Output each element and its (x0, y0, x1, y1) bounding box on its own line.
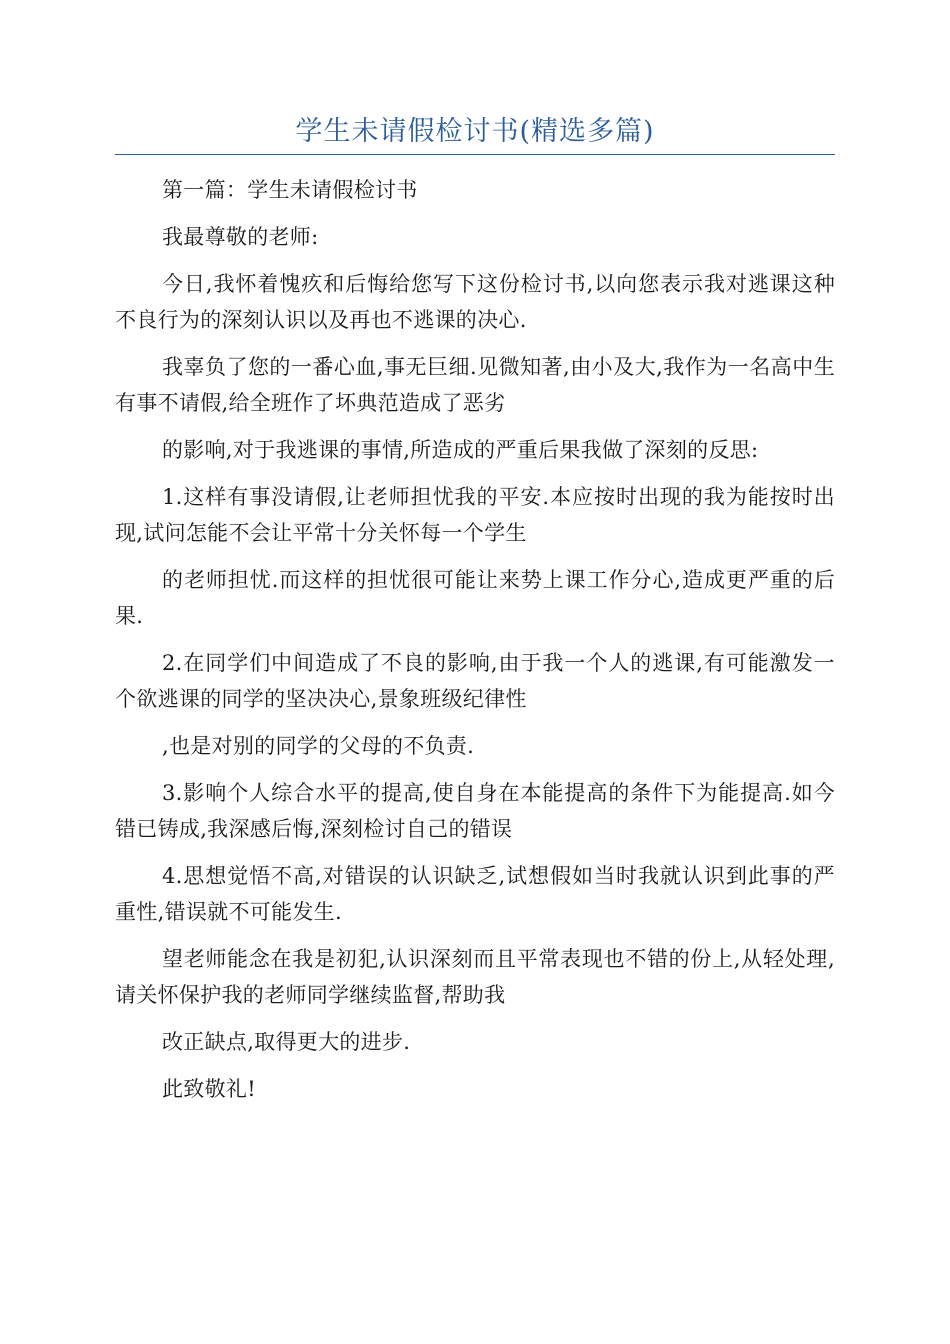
paragraph: 我辜负了您的一番心血,事无巨细.见微知著,由小及大,我作为一名高中生有事不请假,给全班作了坏典范造成了恶劣 (115, 355, 835, 415)
document-body (115, 172, 835, 1118)
paragraph: 的影响,对于我逃课的事情,所造成的严重后果我做了深刻的反思: (162, 438, 759, 462)
document-title: 学生未请假检讨书(精选多篇) (295, 116, 655, 147)
paragraph: 望老师能念在我是初犯,认识深刻而且平常表现也不错的份上,从轻处理,请关怀保护我的老师同学继续监督,帮助我 (115, 947, 835, 1007)
paragraph: 改正缺点,取得更大的进步. (162, 1030, 411, 1054)
closing: 此致敬礼! (162, 1077, 256, 1101)
paragraph: 3.影响个人综合水平的提高,使自身在本能提高的条件下为能提高.如今错已铸成,我深感后悔,深刻检讨自己的错误 (115, 781, 835, 841)
title-underline (115, 154, 835, 155)
paragraph: 4.思想觉悟不高,对错误的认识缺乏,试想假如当时我就认识到此事的严重性,错误就不可能发生. (115, 864, 835, 924)
paragraph: 1.这样有事没请假,让老师担忧我的平安.本应按时出现的我为能按时出现,试问怎能不会让平常十分关怀每一个学生 (115, 485, 835, 545)
paragraph: 今日,我怀着愧疚和后悔给您写下这份检讨书,以向您表示我对逃课这种不良行为的深刻认识以及再也不逃课的决心. (115, 272, 835, 332)
paragraph: 的老师担忧.而这样的担忧很可能让来势上课工作分心,造成更严重的后果. (115, 568, 835, 628)
paragraph: ,也是对别的同学的父母的不负责. (162, 734, 475, 758)
paragraph: 2.在同学们中间造成了不良的影响,由于我一个人的逃课,有可能激发一个欲逃课的同学的坚决决心,景象班级纪律性 (115, 651, 835, 711)
section-heading: 第一篇：学生未请假检讨书 (162, 178, 418, 202)
salutation: 我最尊敬的老师: (162, 225, 319, 249)
